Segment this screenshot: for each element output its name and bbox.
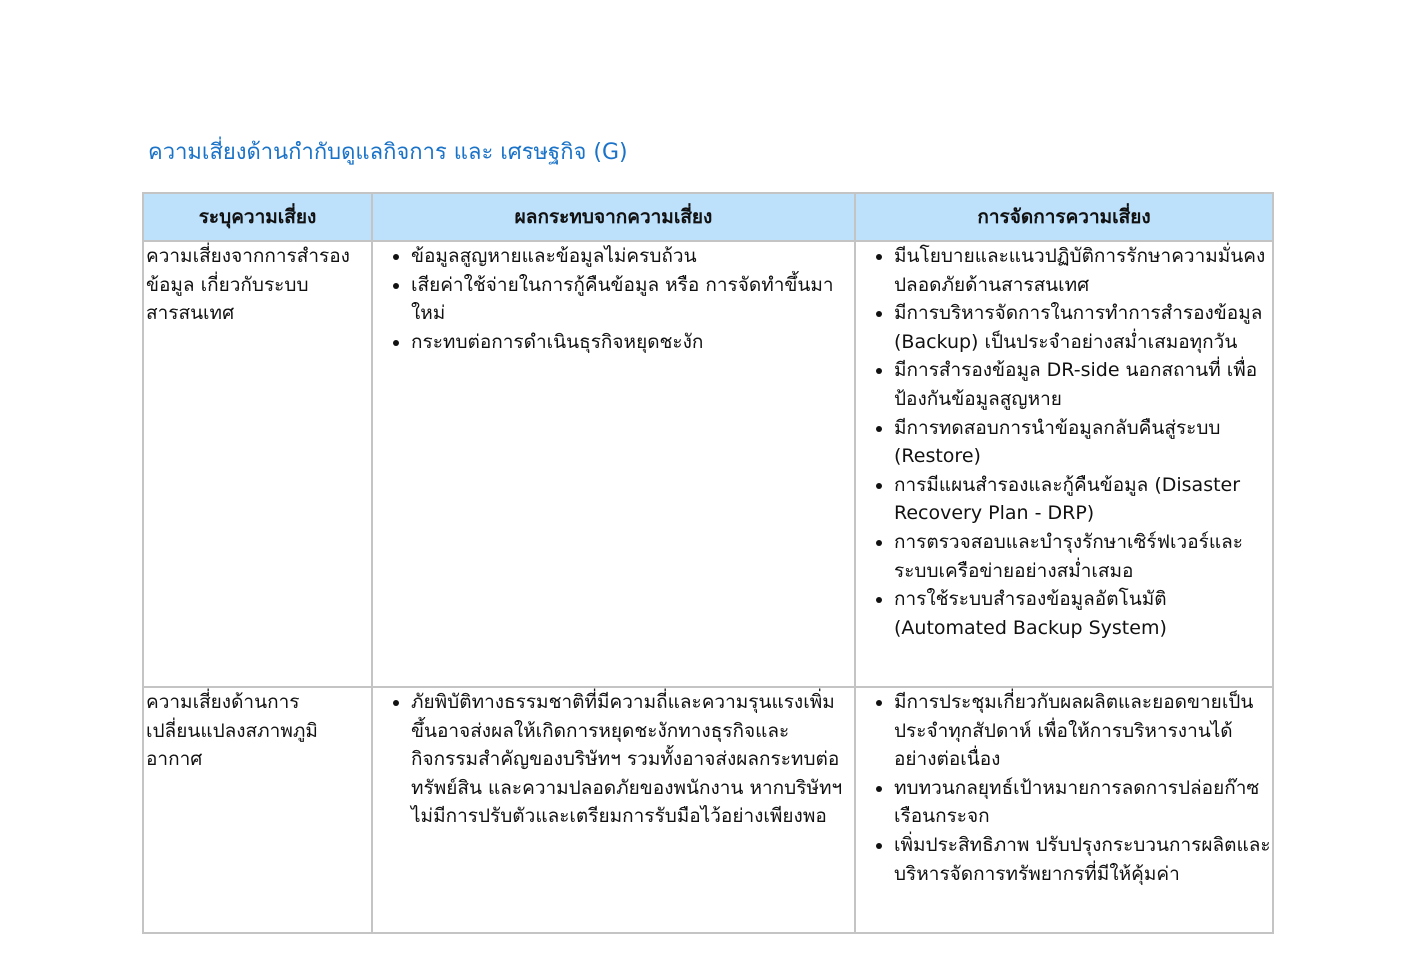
list-item: • ภัยพิบัติทางธรรมชาติที่มีความถี่และความรุนแรงเพิ่มขึ้นอาจส่งผลให้เกิดการหยุดชะงักทางธุรกิจและกิจกรรมสำคัญของบริษัทฯ รวมทั้งอาจส่งผลกระทบต่อทรัพย์สิน และความปลอดภัยของพนักงาน หากบริษัทฯ ไม่มีการปรับตัวและเตรียมการรับมือไว้อย่างเพียงพอ (411, 688, 854, 831)
risk-text: ความเสี่ยงด้านการเปลี่ยนแปลงสภาพภูมิอากาศ (146, 691, 318, 771)
header-risk-management: การจัดการความเสี่ยง (855, 193, 1273, 241)
management-list (856, 242, 1272, 642)
list-item: • การตรวจสอบและบำรุงรักษาเซิร์ฟเวอร์และระบบเครือข่ายอย่างสม่ำเสมอ (894, 528, 1272, 585)
impact-cell (372, 241, 855, 687)
table-row (143, 241, 1273, 687)
table-row (143, 687, 1273, 933)
header-risk-identification: ระบุความเสี่ยง (143, 193, 372, 241)
list-item: • กระทบต่อการดำเนินธุรกิจหยุดชะงัก (411, 328, 854, 357)
impact-list (373, 242, 854, 356)
section-title: ความเสี่ยงด้านกำกับดูแลกิจการ และ เศรษฐกิจ (G) (148, 140, 628, 165)
list-item: • มีการประชุมเกี่ยวกับผลผลิตและยอดขายเป็นประจำทุกสัปดาห์ เพื่อให้การบริหารงานได้อย่างต่อเนื่อง (894, 688, 1272, 774)
management-cell (855, 241, 1273, 687)
table-header-row (143, 193, 1273, 241)
list-item: • การมีแผนสำรองและกู้คืนข้อมูล (Disaster Recovery Plan - DRP) (894, 471, 1272, 528)
risk-text: ความเสี่ยงจากการสำรองข้อมูล เกี่ยวกับระบบสารสนเทศ (146, 245, 350, 325)
risk-table (142, 192, 1274, 934)
list-item: • ข้อมูลสูญหายและข้อมูลไม่ครบถ้วน (411, 242, 854, 271)
list-item: • เสียค่าใช้จ่ายในการกู้คืนข้อมูล หรือ การจัดทำขึ้นมาใหม่ (411, 271, 854, 328)
impact-cell (372, 687, 855, 933)
list-item: • มีนโยบายและแนวปฏิบัติการรักษาความมั่นคงปลอดภัยด้านสารสนเทศ (894, 242, 1272, 299)
list-item: • มีการทดสอบการนำข้อมูลกลับคืนสู่ระบบ (Restore) (894, 414, 1272, 471)
list-item: • ทบทวนกลยุทธ์เป้าหมายการลดการปล่อยก๊าซเรือนกระจก (894, 774, 1272, 831)
risk-cell (143, 241, 372, 687)
risk-cell (143, 687, 372, 933)
impact-list (373, 688, 854, 831)
list-item: • การใช้ระบบสำรองข้อมูลอัตโนมัติ (Automated Backup System) (894, 585, 1272, 642)
list-item: • มีการบริหารจัดการในการทำการสำรองข้อมูล (Backup) เป็นประจำอย่างสม่ำเสมอทุกวัน (894, 299, 1272, 356)
management-list (856, 688, 1272, 888)
list-item: • มีการสำรองข้อมูล DR-side นอกสถานที่ เพื่อป้องกันข้อมูลสูญหาย (894, 356, 1272, 413)
list-item: • เพิ่มประสิทธิภาพ ปรับปรุงกระบวนการผลิตและบริหารจัดการทรัพยากรที่มีให้คุ้มค่า (894, 831, 1272, 888)
management-cell (855, 687, 1273, 933)
header-risk-impact: ผลกระทบจากความเสี่ยง (372, 193, 855, 241)
